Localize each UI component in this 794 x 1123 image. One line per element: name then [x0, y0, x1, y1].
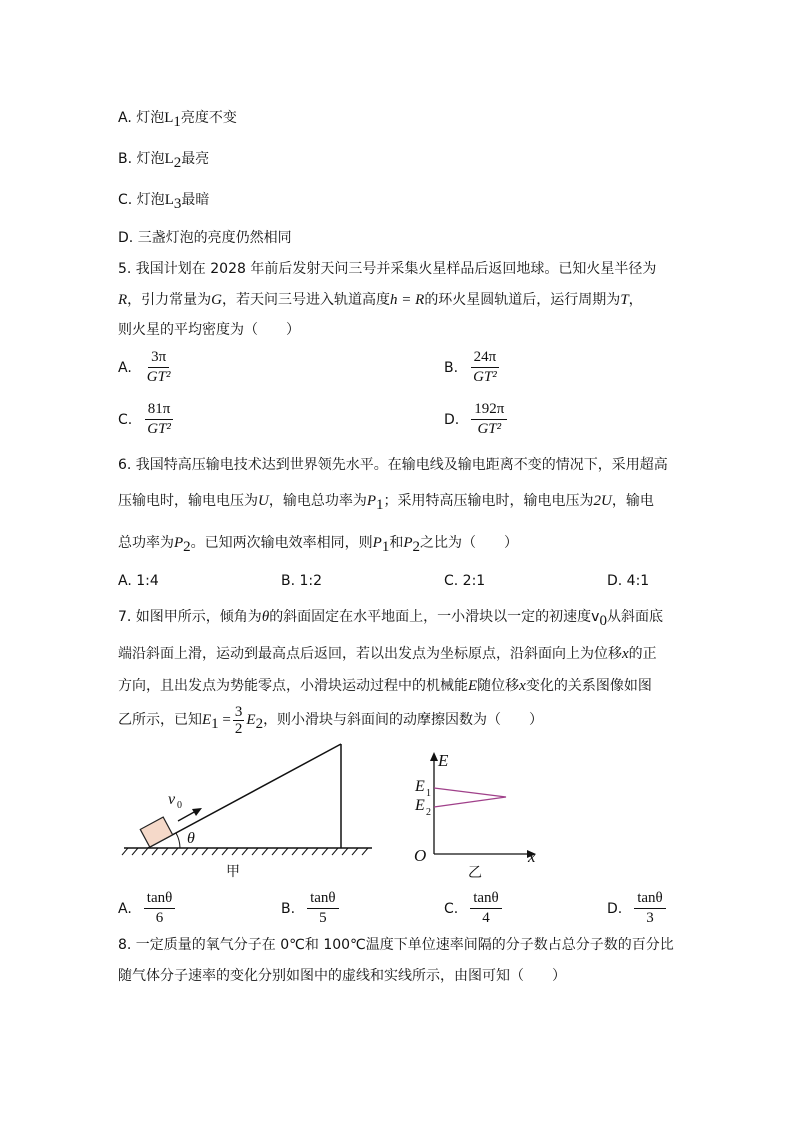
q5-stem-line1: 5. 我国计划在 2028 年前后发射天问三号并采集火星样品后返回地球。已知火星半径为: [118, 261, 657, 277]
fraction: $\frac{24\pi}{\text{GT²}}$: [470, 349, 500, 386]
sliding-block: [140, 817, 172, 847]
energy-curve: [434, 788, 506, 807]
fraction: $\frac{\tan\theta}{4}$: [470, 890, 502, 927]
q5-option-d: D. $\frac{192\pi}{\text{GT²}}$: [444, 401, 507, 438]
fraction: $\frac{3\pi}{\text{GT²}}$: [146, 349, 171, 385]
origin-label: O: [414, 846, 427, 865]
q7-stem-line2: 端沿斜面上滑，运动到最高点后返回，若以出发点为坐标原点，沿斜面向上为位移x的正: [118, 646, 657, 662]
E1-label: E: [415, 778, 425, 795]
q7-option-b: B. $\frac{\tan\theta}{5}$: [281, 890, 339, 927]
x-axis-label: x: [528, 847, 536, 866]
caption-jia: 甲: [226, 864, 240, 880]
q4-option-d: D. 三盏灯泡的亮度仍然相同: [118, 230, 292, 246]
q7-stem-line3: 方向，且出发点为势能零点，小滑块运动过程中的机械能E随位移x变化的关系图像如图: [118, 678, 652, 694]
q5-option-b: B. $\frac{24\pi}{\text{GT²}}$: [444, 349, 500, 386]
q4-option-a: A. 灯泡$L_1$亮度不变: [118, 110, 237, 130]
figure-incline: [118, 742, 378, 884]
E2-subscript: 2: [426, 807, 431, 818]
q7-stem-line1: 7. 如图甲所示，倾角为θ的斜面固定在水平地面上，一小滑块以一定的初速度$v_0$从斜面底: [118, 609, 663, 629]
fraction-three-halves: $\frac{3}{2}$: [234, 703, 243, 737]
incline-surface: [148, 744, 341, 848]
fraction: $\frac{81\pi}{\text{GT²}}$: [144, 401, 174, 438]
E2-label: E: [415, 797, 425, 814]
q4-option-c: C. 灯泡$L_3$最暗: [118, 192, 210, 212]
ground-hatching: [122, 848, 368, 855]
q6-option-c: C. 2:1: [444, 573, 486, 589]
E1-subscript: 1: [426, 788, 431, 799]
q7-option-a: A. $\frac{\tan\theta}{6}$: [118, 890, 175, 927]
q7-option-c: C. $\frac{\tan\theta}{4}$: [444, 890, 502, 927]
figure-energy-graph: [410, 750, 545, 880]
q6-stem-line3: 总功率为$P_2$。已知两次输电效率相同，则$P_1$和$P_2$之比为（ ）: [118, 535, 519, 555]
fraction: $\frac{\tan\theta}{3}$: [634, 890, 666, 927]
q7-option-d: D. $\frac{\tan\theta}{3}$: [607, 890, 666, 927]
v0-label: v: [168, 791, 176, 808]
q6-option-a: A. 1:4: [118, 573, 159, 589]
q8-stem-line2: 随气体分子速率的变化分别如图中的虚线和实线所示，由图可知（ ）: [118, 968, 566, 984]
caption-yi: 乙: [468, 865, 482, 880]
q8-stem-line1: 8. 一定质量的氧气分子在 0℃和 100℃温度下单位速率间隔的分子数占总分子数的百分比: [118, 937, 674, 953]
E-axis-label: E: [438, 751, 449, 770]
q6-stem-line2: 压输电时，输电电压为U，输电总功率为$P_1$；采用特高压输电时，输电电压为2U，输电: [118, 493, 654, 513]
q5-stem-line3: 则火星的平均密度为（ ）: [118, 322, 300, 338]
q7-stem-line4: 乙所示，已知$E_1$ = $\frac{3}{2}$ $E_2$，则小滑块与斜面间的动摩擦因数为（ ）: [118, 703, 544, 737]
q6-option-d: D. 4:1: [607, 573, 650, 589]
fraction: $\frac{\tan\theta}{6}$: [144, 890, 176, 927]
q6-stem-line1: 6. 我国特高压输电技术达到世界领先水平。在输电线及输电距离不变的情况下，采用超高: [118, 457, 668, 473]
q5-option-c: C. $\frac{81\pi}{\text{GT²}}$: [118, 401, 174, 438]
angle-arc: [176, 833, 180, 848]
v0-subscript: 0: [177, 800, 182, 811]
y-axis-arrow: [430, 752, 438, 761]
q5-option-a: A. $\frac{3\pi}{\text{GT²}}$: [118, 349, 173, 386]
q6-option-b: B. 1:2: [281, 573, 323, 589]
fraction: $\frac{192\pi}{\text{GT²}}$: [471, 401, 507, 438]
theta-label: θ: [187, 830, 195, 847]
q5-stem-line2: R，引力常量为G，若天问三号进入轨道高度h = R的环火星圆轨道后，运行周期为T，: [118, 292, 643, 308]
fraction: $\frac{\tan\theta}{5}$: [307, 890, 339, 927]
q4-option-b: B. 灯泡$L_2$最亮: [118, 151, 210, 171]
velocity-arrow: [178, 811, 196, 821]
